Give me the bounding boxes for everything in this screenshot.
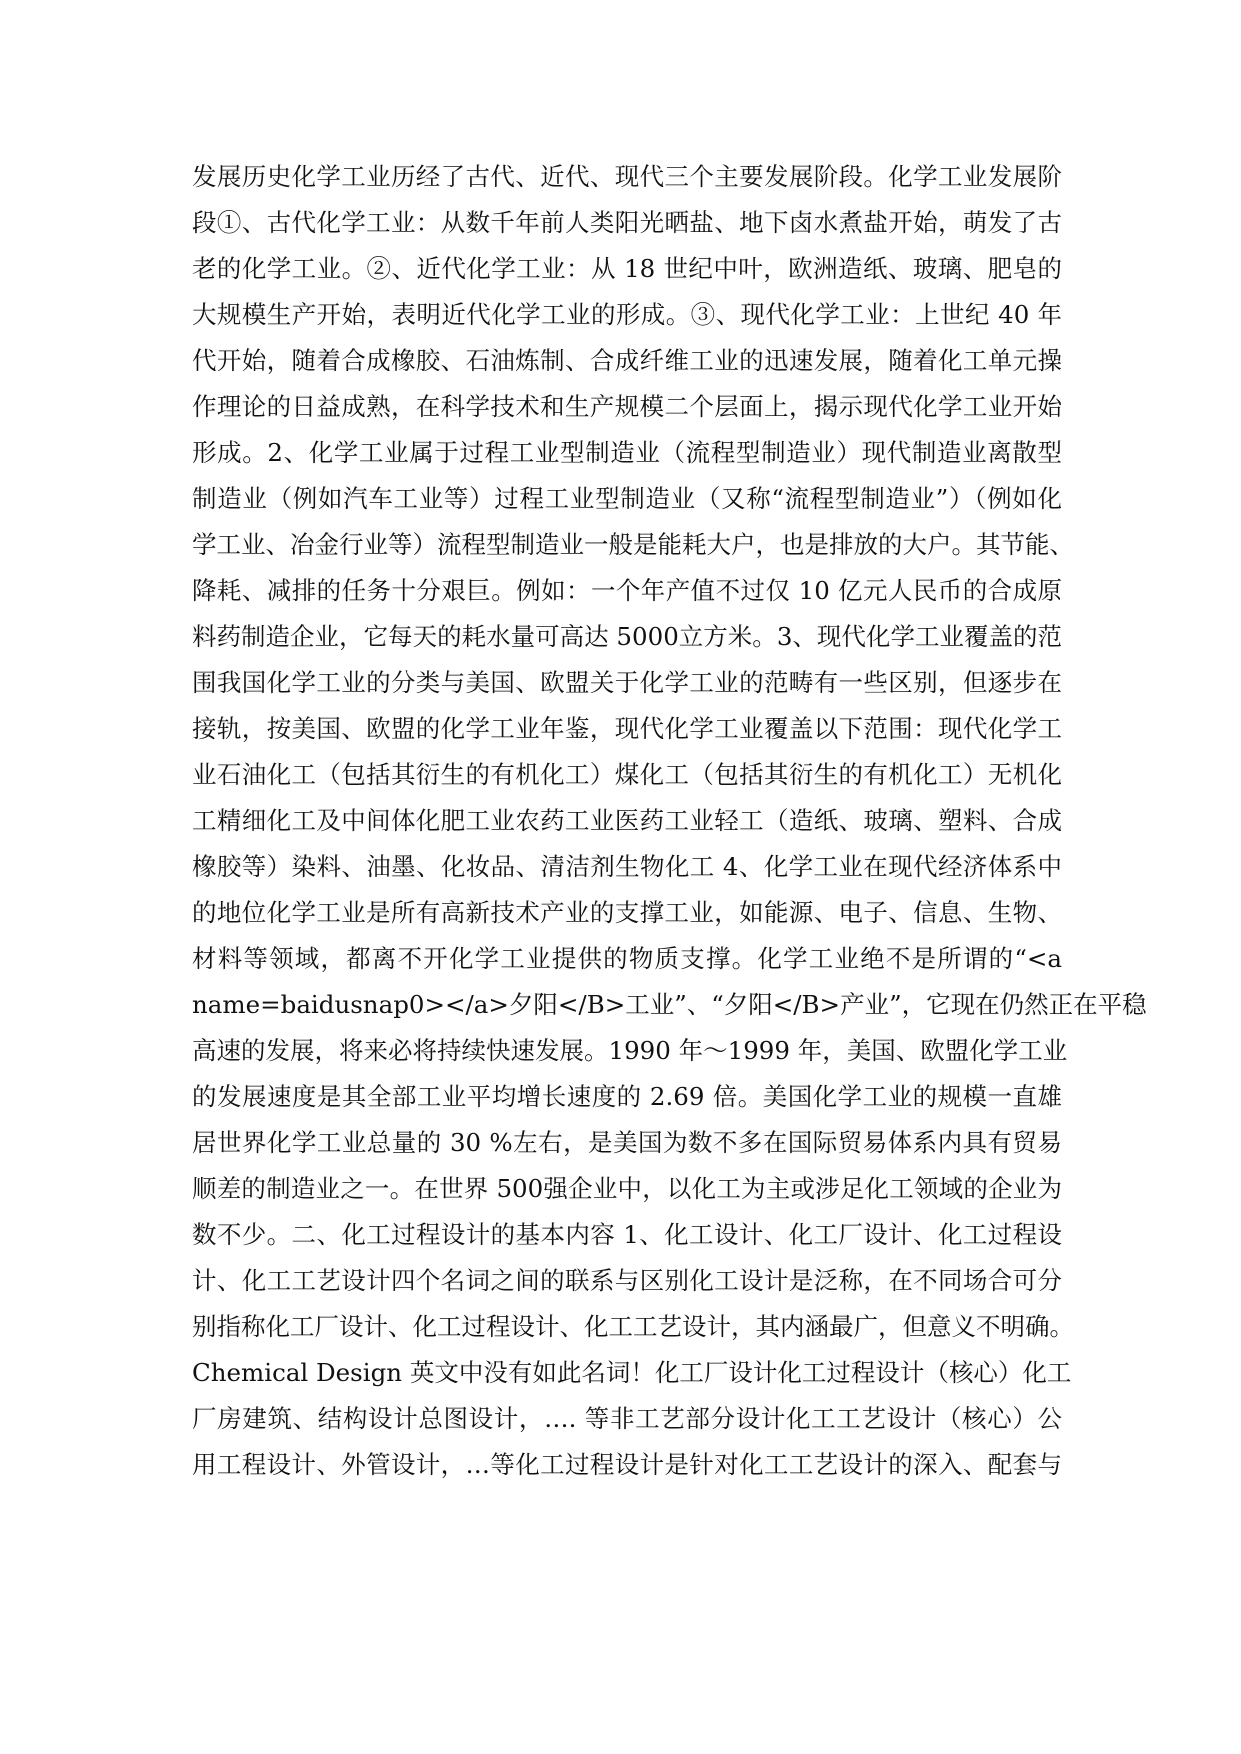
text-line: 学工业、冶金行业等）流程型制造业一般是能耗大户，也是排放的大户。其节能、 bbox=[192, 530, 1074, 559]
text-line: 形成。2、化学工业属于过程工业型制造业（流程型制造业）现代制造业离散型 bbox=[192, 438, 1062, 467]
text-line: 顺差的制造业之一。在世界 500强企业中，以化工为主或涉足化工领域的企业为 bbox=[192, 1174, 1062, 1203]
text-line: 老的化学工业。②、近代化学工业：从 18 世纪中叶，欧洲造纸、玻璃、肥皂的 bbox=[192, 254, 1062, 283]
text-line: 的发展速度是其全部工业平均增长速度的 2.69 倍。美国化学工业的规模一直雄 bbox=[192, 1082, 1062, 1111]
text-line: 别指称化工厂设计、化工过程设计、化工工艺设计，其内涵最广，但意义不明确。 bbox=[192, 1312, 1074, 1341]
text-line: 材料等领域，都离不开化学工业提供的物质支撑。化学工业绝不是所谓的“<a bbox=[192, 944, 1062, 973]
text-line: name=baidusnap0></a>夕阳</B>工业”、“夕阳</B>产业”，它现在仍然正在平稳 bbox=[192, 990, 1147, 1019]
text-line: 居世界化学工业总量的 30 %左右，是美国为数不多在国际贸易体系内具有贸易 bbox=[192, 1128, 1062, 1157]
text-line: 业石油化工（包括其衍生的有机化工）煤化工（包括其衍生的有机化工）无机化 bbox=[192, 760, 1062, 789]
text-line: 段①、古代化学工业：从数千年前人类阳光晒盐、地下卤水煮盐开始，萌发了古 bbox=[192, 208, 1062, 237]
text-line: 数不少。二、化工过程设计的基本内容 1、化工设计、化工厂设计、化工过程设 bbox=[192, 1220, 1062, 1249]
text-line: 作理论的日益成熟，在科学技术和生产规模二个层面上，揭示现代化学工业开始 bbox=[192, 392, 1062, 421]
text-line: 代开始，随着合成橡胶、石油炼制、合成纤维工业的迅速发展，随着化工单元操 bbox=[192, 346, 1062, 375]
text-line: 降耗、减排的任务十分艰巨。例如：一个年产值不过仅 10 亿元人民币的合成原 bbox=[192, 576, 1062, 605]
text-line: 厂房建筑、结构设计总图设计，…. 等非工艺部分设计化工工艺设计（核心）公 bbox=[192, 1404, 1062, 1433]
text-line: 发展历史化学工业历经了古代、近代、现代三个主要发展阶段。化学工业发展阶 bbox=[192, 162, 1062, 191]
text-line: 围我国化学工业的分类与美国、欧盟关于化学工业的范畴有一些区别，但逐步在 bbox=[192, 668, 1062, 697]
text-line: 工精细化工及中间体化肥工业农药工业医药工业轻工（造纸、玻璃、塑料、合成 bbox=[192, 806, 1062, 835]
text-line: 制造业（例如汽车工业等）过程工业型制造业（又称“流程型制造业”）（例如化 bbox=[192, 484, 1062, 513]
text-line: 的地位化学工业是所有高新技术产业的支撑工业，如能源、电子、信息、生物、 bbox=[192, 898, 1062, 927]
text-line: 大规模生产开始，表明近代化学工业的形成。③、现代化学工业：上世纪 40 年 bbox=[192, 300, 1062, 329]
text-line: Chemical Design 英文中没有如此名词！化工厂设计化工过程设计（核心）化工 bbox=[192, 1358, 1072, 1387]
text-line: 计、化工工艺设计四个名词之间的联系与区别化工设计是泛称，在不同场合可分 bbox=[192, 1266, 1062, 1295]
text-line: 橡胶等）染料、油墨、化妆品、清洁剂生物化工 4、化学工业在现代经济体系中 bbox=[192, 852, 1062, 881]
body-text bbox=[192, 154, 1147, 1488]
text-line: 接轨，按美国、欧盟的化学工业年鉴，现代化学工业覆盖以下范围：现代化学工 bbox=[192, 714, 1062, 743]
text-line: 用工程设计、外管设计，…等化工过程设计是针对化工工艺设计的深入、配套与 bbox=[192, 1450, 1062, 1479]
text-line: 高速的发展，将来必将持续快速发展。1990 年～1999 年，美国、欧盟化学工业 bbox=[192, 1036, 1068, 1065]
text-line: 料药制造企业，它每天的耗水量可高达 5000立方米。3、现代化学工业覆盖的范 bbox=[192, 622, 1062, 651]
